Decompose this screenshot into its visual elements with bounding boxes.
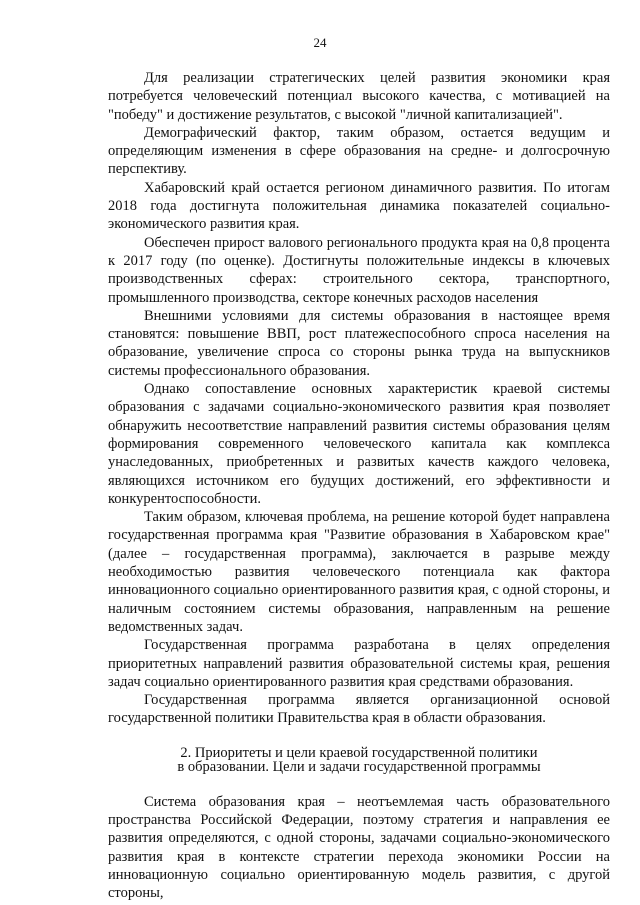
- paragraph: Таким образом, ключевая проблема, на решение которой будет направлена государственная программа края "Развитие образования в Хабаровском крае" (далее – государственная программа), заключается в разрыве между необходимостью развития человеческого потенциала как фактора инновационного социально ориентированного развития края, с одной стороны, и наличным состоянием системы образования, направленным на решение ведомственных задач.: [108, 509, 610, 635]
- paragraph: Внешними условиями для системы образования в настоящее время становятся: повышение ВВП, рост платежеспособного спроса населения на образование, увеличение спроса со стороны рынка труда на выпускников системы профессионального образования.: [108, 307, 610, 379]
- paragraph: Государственная программа является организационной основой государственной политики Правительства края в области образования.: [108, 692, 610, 727]
- section-heading-line-1: 2. Приоритеты и цели краевой государственной политики: [180, 744, 538, 761]
- paragraph: Для реализации стратегических целей развития экономики края потребуется человеческий потенциал высокого качества, с мотивацией на "победу" и достижение результатов, с высокой "личной капитализацией".: [108, 70, 610, 123]
- paragraph: Демографический фактор, таким образом, остается ведущим и определяющим изменения в сфере образования на средне- и долгосрочную перспективу.: [108, 124, 610, 178]
- paragraph: Государственная программа разработана в целях определения приоритетных направлений развития образовательной системы края, решения задач социально ориентированного развития края средствами образования.: [108, 637, 610, 690]
- paragraph: Однако сопоставление основных характеристик краевой системы образования с задачами социально-экономического развития края позволяет обнаружить несоответствие направлений развития системы образования целям формирования современного человеческого капитала как комплекса унаследованных, приобретенных и развитых качеств каждого человека, являющихся источником его будущих достижений, его эффективности и конкурентоспособности.: [108, 381, 610, 507]
- section-heading: [108, 746, 610, 775]
- paragraph: Хабаровский край остается регионом динамичного развития. По итогам 2018 года достигнута положительная динамика показателей социально-экономического развития края.: [108, 179, 610, 233]
- page-number: 24: [313, 35, 327, 50]
- paragraph: Обеспечен прирост валового регионального продукта края на 0,8 процента к 2017 году (по оценке). Достигнуты положительные индексы в ключевых производственных сферах: строительного сектора, транспортного, промышленного производства, секторе конечных расходов населения: [108, 234, 610, 306]
- section-heading-line-2: в образовании. Цели и задачи государственной программы: [177, 759, 541, 776]
- document-body: [108, 69, 610, 902]
- paragraph: Система образования края – неотъемлемая часть образовательного пространства Российской Федерации, поэтому стратегия и направления ее развития определяются, с одной стороны, задачами социально-экономического развития края в контексте стратегии перехода экономики России на инновационную социально ориентированную модель развития, с другой стороны,: [108, 793, 610, 902]
